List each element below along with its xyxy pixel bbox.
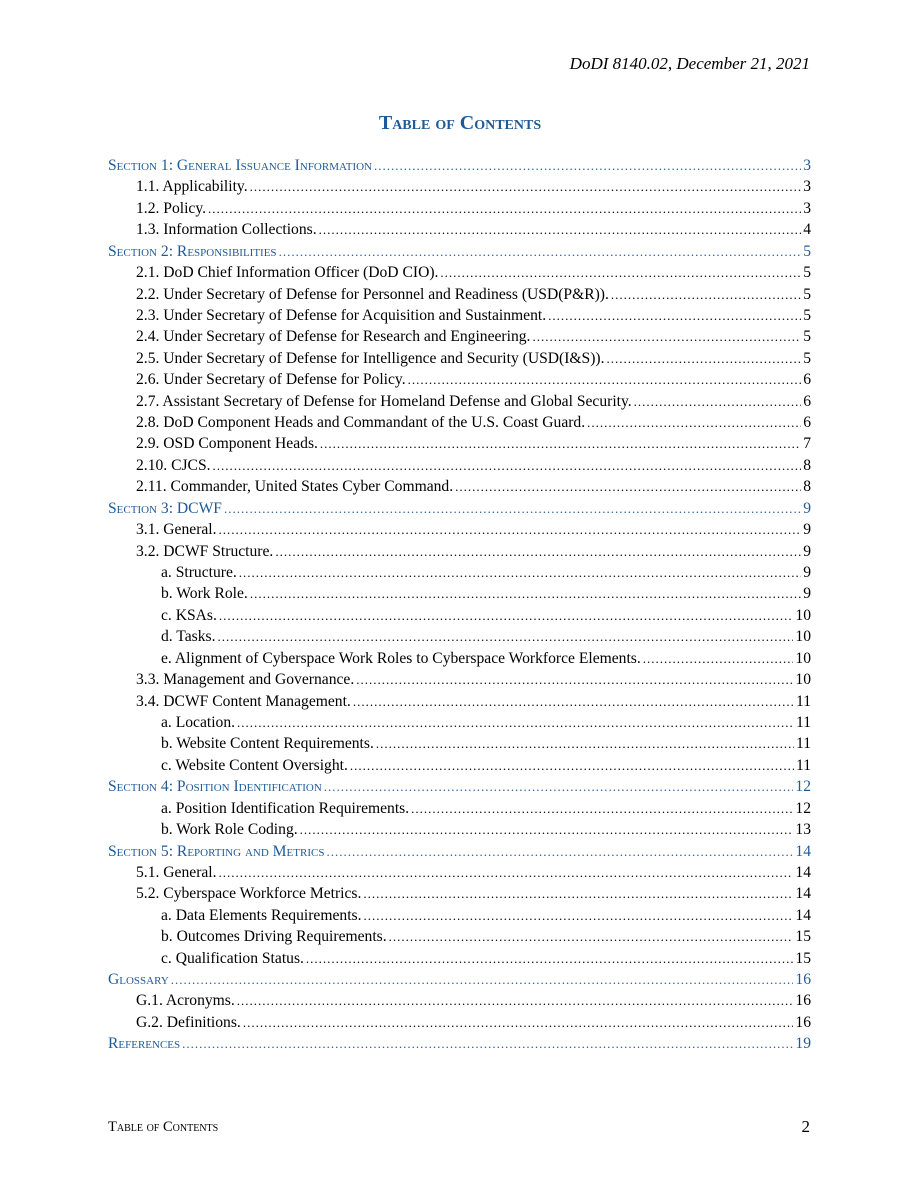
toc-entry-text: e. Alignment of Cyberspace Work Roles to Cyberspace Workforce Elements. — [161, 649, 641, 667]
toc-entry-text: Section 3: DCWF — [108, 499, 222, 517]
toc-entry-link[interactable] — [108, 605, 811, 626]
dot-leader — [440, 262, 801, 283]
toc-page-number: 6 — [803, 392, 811, 410]
toc-page-number: 5 — [803, 306, 811, 324]
dot-leader — [363, 883, 793, 904]
toc-entry-text: Section 2: Responsibilities — [108, 242, 277, 260]
dot-leader — [607, 348, 802, 369]
dot-leader — [243, 1012, 794, 1033]
dot-leader — [320, 433, 801, 454]
dot-leader — [356, 669, 793, 690]
dot-leader — [455, 476, 801, 497]
toc-page-number: 16 — [795, 971, 811, 989]
toc-entry-link[interactable] — [108, 326, 811, 347]
dot-leader — [213, 455, 802, 476]
dot-leader — [411, 798, 793, 819]
toc-entry-text: b. Work Role Coding. — [161, 821, 298, 839]
toc-entry-link[interactable] — [108, 476, 811, 497]
toc-title-text: Table of Contents — [378, 112, 542, 134]
toc-entry-link[interactable] — [108, 1012, 811, 1033]
toc-page-number: 11 — [795, 735, 811, 753]
dot-leader — [219, 862, 794, 883]
toc-entry-link[interactable] — [108, 819, 811, 840]
toc-entry-text: a. Position Identification Requirements. — [161, 799, 410, 817]
toc-section-link[interactable] — [108, 1033, 811, 1054]
toc-section-link[interactable] — [108, 969, 811, 990]
toc-entry-text: 2.2. Under Secretary of Defense for Personnel and Readiness (USD(P&R)). — [136, 285, 609, 303]
dot-leader — [306, 948, 793, 969]
dot-leader — [643, 648, 794, 669]
toc-page-number: 9 — [803, 564, 811, 582]
toc-page-number: 10 — [795, 606, 811, 624]
toc-page-number: 9 — [803, 585, 811, 603]
toc-page-number: 5 — [803, 264, 811, 282]
toc-page-number: 13 — [795, 821, 811, 839]
toc-entry-text: 2.4. Under Secretary of Defense for Research and Engineering. — [136, 328, 531, 346]
dot-leader — [350, 755, 794, 776]
toc-entry-text: G.2. Definitions. — [136, 1013, 241, 1031]
toc-page-number: 8 — [803, 478, 811, 496]
dot-leader — [374, 155, 801, 176]
toc-entry-text: 2.3. Under Secretary of Defense for Acquisition and Sustainment. — [136, 306, 547, 324]
toc-page-number: 15 — [795, 949, 811, 967]
toc-page-number: 9 — [803, 499, 811, 517]
dot-leader — [408, 369, 802, 390]
dot-leader — [300, 819, 794, 840]
toc-page-number: 14 — [795, 863, 811, 881]
toc-page-number: 4 — [803, 221, 811, 239]
dot-leader — [239, 562, 801, 583]
toc-entry-text: 2.11. Commander, United States Cyber Command. — [136, 478, 454, 496]
toc-entry-text: a. Location. — [161, 713, 236, 731]
toc-page-number: 14 — [795, 885, 811, 903]
toc-entry-link[interactable] — [108, 691, 811, 712]
toc-entry-text: 2.5. Under Secretary of Defense for Intelligence and Security (USD(I&S)). — [136, 349, 605, 367]
toc-entry-text: Section 1: General Issuance Information — [108, 157, 372, 174]
toc-page-number: 15 — [795, 928, 811, 946]
dot-leader — [182, 1033, 793, 1054]
toc-title — [0, 112, 920, 135]
toc-entry-link[interactable] — [108, 369, 811, 390]
toc-page-number: 9 — [803, 521, 811, 539]
toc-entry-text: References — [108, 1035, 181, 1053]
toc-entry-text: 5.2. Cyberspace Workforce Metrics. — [136, 885, 362, 903]
dot-leader — [376, 733, 794, 754]
toc-entry-text: 2.7. Assistant Secretary of Defense for Homeland Defense and Global Security. — [136, 392, 632, 410]
dot-leader — [326, 841, 793, 862]
toc-page-number: 9 — [803, 542, 811, 560]
dot-leader — [389, 926, 794, 947]
dot-leader — [218, 626, 794, 647]
toc-entry-link[interactable] — [108, 712, 811, 733]
toc-entry-link[interactable] — [108, 262, 811, 283]
toc-entry-text: c. Website Content Oversight. — [161, 756, 348, 774]
toc-page-number: 3 — [803, 178, 811, 196]
toc-section-link[interactable] — [108, 841, 811, 862]
toc-entry-link[interactable] — [108, 391, 811, 412]
toc-entry-link[interactable] — [108, 583, 811, 604]
toc-entry-text: b. Outcomes Driving Requirements. — [161, 928, 387, 946]
toc-entry-link[interactable] — [108, 626, 811, 647]
toc-entry-link[interactable] — [108, 348, 811, 369]
toc-page-number: 8 — [803, 456, 811, 474]
toc-page-number: 10 — [795, 649, 811, 667]
toc-entry-link[interactable] — [108, 198, 811, 219]
toc-entry-link[interactable] — [108, 798, 811, 819]
toc-entry-text: a. Structure. — [161, 564, 237, 582]
toc-entry-link[interactable] — [108, 455, 811, 476]
toc-section-link[interactable] — [108, 155, 811, 176]
toc-entry-link[interactable] — [108, 669, 811, 690]
toc-page-number: 12 — [795, 778, 811, 796]
toc-entry-link[interactable] — [108, 733, 811, 754]
dot-leader — [324, 776, 794, 797]
toc-entry-link[interactable] — [108, 905, 811, 926]
toc-page-number: 6 — [803, 414, 811, 432]
toc-page-number: 5 — [803, 349, 811, 367]
toc-entry-text: 5.1. General. — [136, 863, 217, 881]
toc-page-number: 11 — [795, 692, 811, 710]
toc-page-number: 3 — [803, 199, 811, 217]
dot-leader — [532, 326, 801, 347]
toc-entry-text: d. Tasks. — [161, 628, 216, 646]
toc-entry-text: c. Qualification Status. — [161, 949, 304, 967]
dot-leader — [275, 541, 801, 562]
toc-entry-text: Section 4: Position Identification — [108, 778, 322, 796]
toc-entry-text: 3.2. DCWF Structure. — [136, 542, 274, 560]
toc-entry-link[interactable] — [108, 948, 811, 969]
dot-leader — [353, 691, 794, 712]
toc-page-number: 6 — [803, 371, 811, 389]
toc-entry-text: 1.3. Information Collections. — [136, 221, 317, 239]
toc-entry-text: 3.1. General. — [136, 521, 217, 539]
toc-page-number: 14 — [795, 842, 811, 860]
toc-section-link[interactable] — [108, 498, 811, 519]
dot-leader — [279, 241, 802, 262]
toc-entry-text: 2.1. DoD Chief Information Officer (DoD CIO). — [136, 264, 439, 282]
dot-leader — [250, 176, 802, 197]
toc-entry-link[interactable] — [108, 755, 811, 776]
toc-entry-text: a. Data Elements Requirements. — [161, 906, 362, 924]
toc-entry-link[interactable] — [108, 883, 811, 904]
toc-entry-text: 1.1. Applicability. — [136, 178, 248, 196]
toc-page-number: 12 — [795, 799, 811, 817]
toc-entry-link[interactable] — [108, 519, 811, 540]
toc-page-number: 16 — [795, 992, 811, 1010]
toc-page-number: 5 — [803, 285, 811, 303]
toc-entry-text: b. Website Content Requirements. — [161, 735, 374, 753]
dot-leader — [634, 391, 802, 412]
dot-leader — [611, 284, 801, 305]
toc-page-number: 5 — [803, 328, 811, 346]
toc-section-link[interactable] — [108, 241, 811, 262]
toc-page-number: 19 — [795, 1035, 811, 1053]
table-of-contents — [108, 155, 811, 1055]
toc-page-number: 10 — [795, 628, 811, 646]
toc-entry-link[interactable] — [108, 862, 811, 883]
toc-entry-link[interactable] — [108, 648, 811, 669]
toc-entry-link[interactable] — [108, 990, 811, 1011]
toc-page-number: 16 — [795, 1013, 811, 1031]
dot-leader — [364, 905, 794, 926]
toc-entry-link[interactable] — [108, 305, 811, 326]
toc-page-number: 11 — [795, 756, 811, 774]
toc-section-link[interactable] — [108, 776, 811, 797]
toc-entry-text: Section 5: Reporting and Metrics — [108, 842, 325, 860]
toc-entry-text: b. Work Role. — [161, 585, 248, 603]
toc-entry-link[interactable] — [108, 541, 811, 562]
toc-entry-text: c. KSAs. — [161, 606, 217, 624]
toc-entry-link[interactable] — [108, 219, 811, 240]
dot-leader — [319, 219, 802, 240]
dot-leader — [208, 198, 801, 219]
dot-leader — [237, 712, 794, 733]
toc-entry-text: G.1. Acronyms. — [136, 992, 235, 1010]
dot-leader — [587, 412, 801, 433]
toc-entry-text: 3.3. Management and Governance. — [136, 671, 355, 689]
dot-leader — [250, 583, 801, 604]
document-header: DoDI 8140.02, December 21, 2021 — [569, 54, 810, 73]
toc-entry-link[interactable] — [108, 412, 811, 433]
dot-leader — [171, 969, 794, 990]
toc-entry-text: 2.8. DoD Component Heads and Commandant of the U.S. Coast Guard. — [136, 414, 586, 432]
toc-entry-link[interactable] — [108, 562, 811, 583]
toc-entry-text: 2.6. Under Secretary of Defense for Policy. — [136, 371, 406, 389]
dot-leader — [219, 605, 794, 626]
toc-page-number: 7 — [803, 435, 811, 453]
toc-entry-text: 2.9. OSD Component Heads. — [136, 435, 318, 453]
toc-entry-text: 1.2. Policy. — [136, 199, 207, 217]
toc-entry-text: Glossary — [108, 971, 169, 989]
dot-leader — [237, 990, 794, 1011]
toc-page-number: 10 — [795, 671, 811, 689]
page-number: 2 — [801, 1117, 810, 1136]
footer-section-label: Table of Contents — [108, 1119, 219, 1135]
toc-page-number: 14 — [795, 906, 811, 924]
toc-page-number: 11 — [795, 713, 811, 731]
dot-leader — [548, 305, 801, 326]
toc-page-number: 3 — [803, 157, 811, 174]
dot-leader — [219, 519, 802, 540]
toc-entry-link[interactable] — [108, 433, 811, 454]
toc-entry-link[interactable] — [108, 176, 811, 197]
toc-entry-text: 3.4. DCWF Content Management. — [136, 692, 351, 710]
toc-entry-link[interactable] — [108, 926, 811, 947]
toc-entry-text: 2.10. CJCS. — [136, 456, 211, 474]
toc-page-number: 5 — [803, 242, 811, 260]
toc-entry-link[interactable] — [108, 284, 811, 305]
dot-leader — [224, 498, 801, 519]
